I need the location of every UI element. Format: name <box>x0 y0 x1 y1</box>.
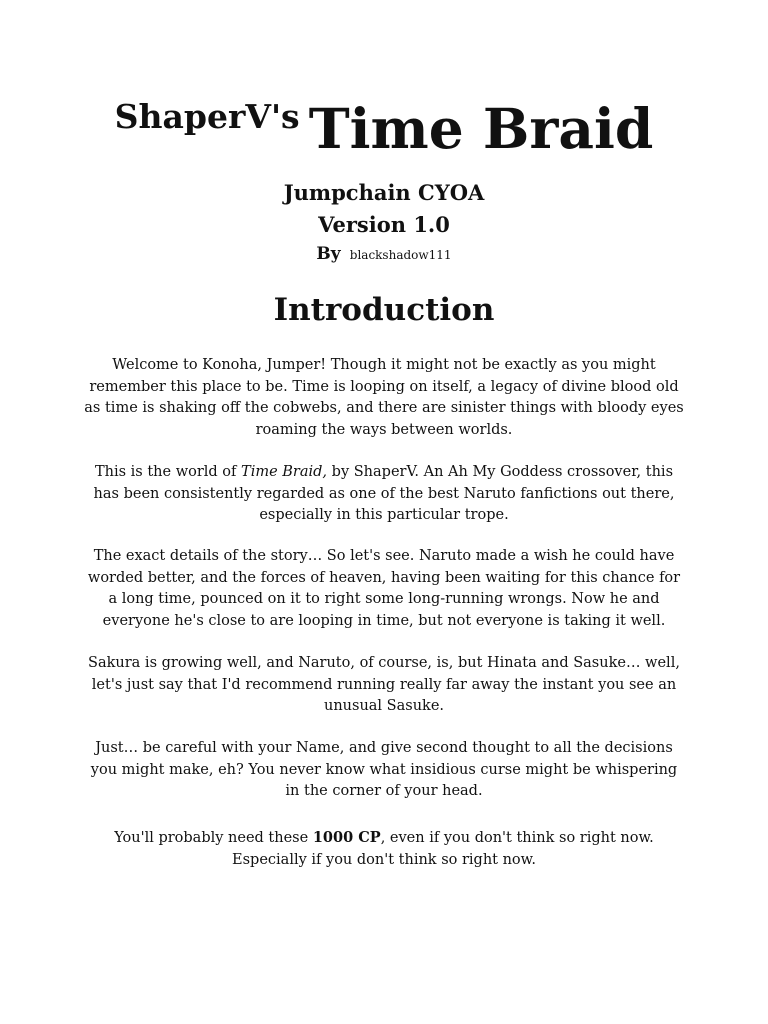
story-title-italic: Time Braid, <box>241 464 328 480</box>
paragraph-text: , even if you don't think so right now. Especially if you don't think so right now. <box>232 830 654 868</box>
intro-paragraph-points <box>84 827 684 871</box>
by-label: By <box>316 244 341 264</box>
intro-paragraph-warning: Just… be careful with your Name, and give second thought to all the decisions you might make, eh? You never know what insidious curse might be whispering in the corner of your head. <box>90 740 678 799</box>
paragraph-text: by ShaperV. An Ah My Goddess crossover, this has been consistently regarded as one of the best Naruto fanfictions out there, especially in this particular trope. <box>93 464 675 523</box>
intro-paragraph-story: The exact details of the story… So let's see. Naruto made a wish he could have worded better, and the forces of heaven, having been waiting for this chance for a long time, pounced on it to right some long-running wrongs. Now he and everyone he's close to are looping in time, but not everyone is taking it well. <box>87 548 681 629</box>
author-name: blackshadow111 <box>349 248 452 262</box>
document-title: Time Braid <box>308 96 654 161</box>
paragraph-text: You'll probably need these <box>114 830 313 846</box>
subtitle-jumpchain: Jumpchain CYOA <box>283 180 485 205</box>
intro-paragraph-characters: Sakura is growing well, and Naruto, of course, is, but Hinata and Sasuke… well, let's just say that I'd recommend running really far away the instant you see an unusual Sasuke. <box>88 655 680 714</box>
byline <box>0 244 768 264</box>
intro-paragraph-world <box>84 462 684 527</box>
section-heading-introduction: Introduction <box>273 292 495 328</box>
intro-paragraph-welcome: Welcome to Konoha, Jumper! Though it might not be exactly as you might remember this place to be. Time is looping on itself, a legacy of divine blood old as time is shaking off the cobwebs, and there are sinister things with bloody eyes roaming the ways between worlds. <box>84 357 684 438</box>
title-prefix: ShaperV's <box>114 97 300 136</box>
subtitle-version: Version 1.0 <box>318 212 450 237</box>
title-block <box>0 96 768 161</box>
cp-amount: 1000 CP <box>312 829 381 846</box>
paragraph-text: This is the world of <box>94 464 242 480</box>
